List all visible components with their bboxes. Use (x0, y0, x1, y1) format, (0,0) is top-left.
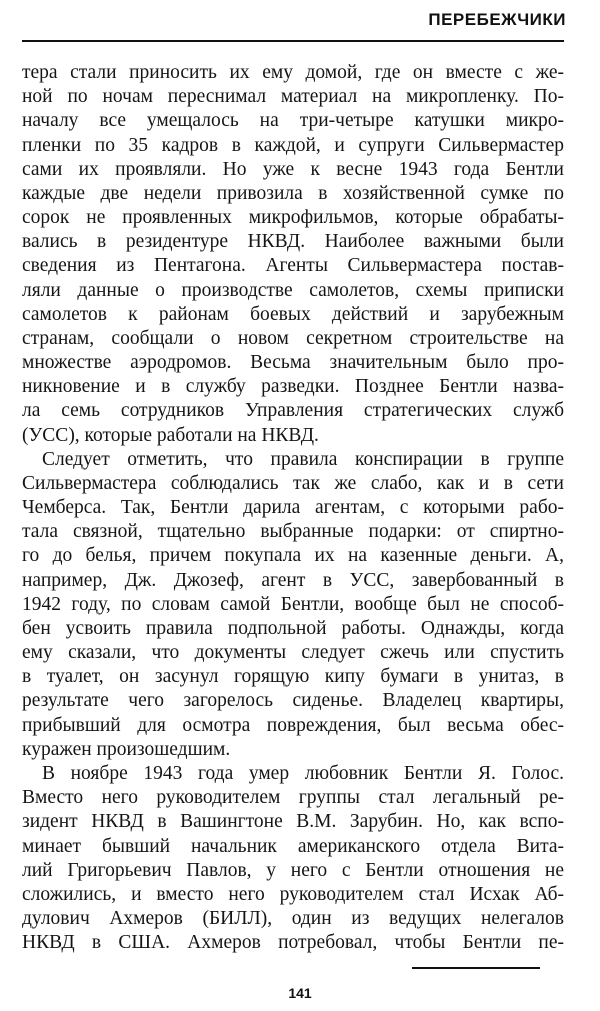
text-line: ляли данные о производстве самолетов, схемы приписки (22, 279, 564, 301)
text-line: вались в резидентуре НКВД. Наиболее важными были (22, 231, 564, 253)
text-line: НКВД в США. Ахмеров потребовал, чтобы Бентли пе- (22, 932, 564, 954)
text-line: минает бывший начальник американского отдела Вита- (22, 835, 564, 857)
text-line: 1942 году, по словам самой Бентли, вообще был не способ- (22, 593, 564, 615)
text-line: лий Григорьевич Павлов, у него с Бентли отношения не (22, 859, 564, 881)
text-line: ла семь сотрудников Управления стратегических служб (22, 400, 564, 422)
running-header: ПЕРЕБЕЖЧИКИ (428, 10, 566, 29)
footer-rule (412, 967, 540, 969)
body-text (22, 61, 564, 955)
text-line: дулович Ахмеров (БИЛЛ), один из ведущих нелегалов (22, 908, 564, 930)
text-line: началу все умещалось на три-четыре катушки микро- (22, 110, 564, 132)
text-line: пленки по 35 кадров в каждой, и супруги Сильвермастер (22, 134, 564, 156)
text-line: В ноябре 1943 года умер любовник Бентли Я. Голос. (42, 762, 564, 784)
text-line: сорок не проявленных микрофильмов, которые обрабаты- (22, 207, 564, 229)
text-line: ему сказали, что документы следует сжечь или спустить (22, 642, 564, 664)
text-line: куражен произошедшим. (22, 738, 231, 760)
text-line: каждые две недели привозила в хозяйственной сумке по (22, 182, 564, 204)
text-line: например, Дж. Джозеф, агент в УСС, завербованный в (22, 569, 564, 591)
text-line: зидент НКВД в Вашингтоне В.М. Зарубин. Но, как вспо- (22, 811, 564, 833)
page-number: 141 (288, 985, 312, 1001)
text-line: Чемберса. Так, Бентли дарила агентам, с которыми рабо- (22, 497, 564, 519)
text-line: самолетов к районам боевых действий и зарубежным (22, 303, 564, 325)
text-line: го до белья, причем покупала их на казенные деньги. А, (22, 545, 564, 567)
text-line: Сильвермастера соблюдались так же слабо, как и в сети (22, 472, 564, 494)
text-line: странам, сообщали о новом секретном строительстве на (22, 327, 564, 349)
text-line: множестве аэродромов. Весьма значительным было про- (22, 352, 564, 374)
header-rule (22, 40, 564, 42)
text-line: тера стали приносить их ему домой, где он вместе с же- (22, 62, 564, 83)
text-line: результате чего загорелось сиденье. Владелец квартиры, (22, 690, 564, 712)
text-line: сведения из Пентагона. Агенты Сильвермастера постав- (22, 255, 564, 277)
text-line: сами их проявляли. Но уже к весне 1943 года Бентли (22, 158, 564, 180)
text-line: Вместо него руководителем группы стал легальный ре- (22, 787, 564, 809)
text-line: бен усвоить правила подпольной работы. Однажды, когда (22, 617, 564, 639)
text-line: Следует отметить, что правила конспирации в группе (42, 448, 564, 470)
text-line: сложились, и вместо него руководителем стал Исхак Аб- (22, 883, 564, 905)
text-line: никновение и в службу разведки. Позднее Бентли назва- (22, 376, 564, 398)
text-line: прибывший для осмотра повреждения, был весьма обес- (22, 714, 564, 736)
text-line: ной по ночам переснимал материал на микропленку. По- (22, 86, 564, 108)
text-line: в туалет, он засунул горящую кипу бумаги в унитаз, в (22, 666, 564, 688)
text-line: тала связной, тщательно выбранные подарки: от спиртно- (22, 521, 564, 543)
text-line: (УСС), которые работали на НКВД. (22, 424, 319, 446)
